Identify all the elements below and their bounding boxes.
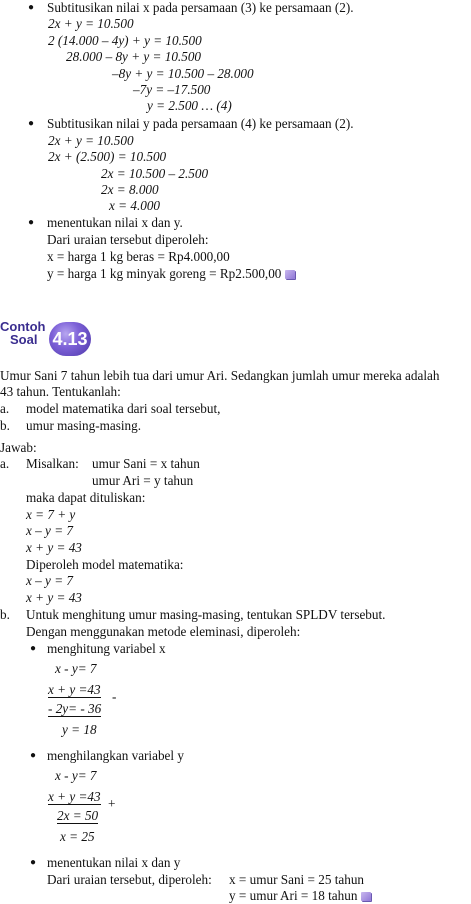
result-line bbox=[229, 888, 371, 904]
equation-line: x – y = 7 bbox=[26, 573, 73, 588]
operation-sign: - bbox=[112, 689, 117, 704]
problem-text: Umur Sani 7 tahun lebih tua dari umur Ari. Sedangkan jumlah umur mereka adalah bbox=[0, 368, 440, 383]
equation-line: –8y + y = 10.500 – 28.000 bbox=[112, 66, 254, 81]
bullet: ● bbox=[30, 643, 37, 654]
result-intro: Dari uraian tersebut, diperoleh: bbox=[47, 872, 212, 887]
answer-text: Untuk menghitung umur masing-masing, tentukan SPLDV tersebut. bbox=[26, 607, 386, 622]
equation-line: x - y= 7 bbox=[55, 661, 97, 676]
operation-sign: + bbox=[108, 796, 116, 811]
bullet: ● bbox=[28, 2, 35, 13]
equation-line: x - y= 7 bbox=[55, 768, 97, 783]
result-intro: Dari uraian tersebut diperoleh: bbox=[47, 232, 209, 247]
step-text: menentukan nilai x dan y bbox=[47, 855, 181, 870]
equation-line: x = 7 + y bbox=[26, 507, 76, 522]
equation-line: 2x + y = 10.500 bbox=[48, 16, 134, 31]
bullet: ● bbox=[28, 217, 35, 228]
answer-text: Misalkan: bbox=[26, 456, 79, 471]
answer-heading: Jawab: bbox=[0, 440, 37, 455]
end-of-example-icon bbox=[361, 892, 371, 901]
bullet: ● bbox=[30, 857, 37, 868]
step-text: Subtitusikan nilai x pada persamaan (3) ke persamaan (2). bbox=[47, 0, 354, 15]
equation-line: y = 18 bbox=[62, 722, 97, 737]
result-text: y = umur Ari = 18 tahun bbox=[229, 888, 358, 903]
list-marker: a. bbox=[0, 401, 10, 416]
step-text: menghilangkan variabel y bbox=[47, 748, 184, 763]
equation-line: x – y = 7 bbox=[26, 523, 73, 538]
bullet: ● bbox=[30, 750, 37, 761]
equation-line: x = 4.000 bbox=[109, 198, 161, 213]
answer-text: Diperoleh model matematika: bbox=[26, 557, 184, 572]
result-text: y = harga 1 kg minyak goreng = Rp2.500,00 bbox=[47, 266, 282, 281]
example-label-line1: Contoh bbox=[0, 319, 46, 334]
end-of-example-icon bbox=[285, 270, 295, 279]
underlined-equation: x + y =43 bbox=[48, 682, 101, 697]
underlined-equation: - 2y= - 36 bbox=[48, 701, 102, 716]
equation-line bbox=[48, 789, 101, 805]
equation-line: 2x + (2.500) = 10.500 bbox=[48, 149, 167, 164]
equation-line: 2x = 10.500 – 2.500 bbox=[101, 166, 209, 181]
answer-text: maka dapat dituliskan: bbox=[26, 490, 146, 505]
problem-item: model matematika dari soal tersebut, bbox=[26, 401, 221, 416]
result-line: x = harga 1 kg beras = Rp4.000,00 bbox=[47, 249, 230, 264]
step-text: Subtitusikan nilai y pada persamaan (4) ke persamaan (2). bbox=[47, 116, 354, 131]
example-label-line2: Soal bbox=[10, 332, 38, 347]
step-text: menentukan nilai x dan y. bbox=[47, 215, 183, 230]
equation-line: x + y = 43 bbox=[26, 540, 82, 555]
answer-text: Dengan menggunakan metode eleminasi, diperoleh: bbox=[26, 624, 301, 639]
result-line bbox=[47, 266, 295, 282]
example-number-badge: 4.13 bbox=[49, 322, 91, 356]
equation-line bbox=[57, 808, 98, 824]
equation-line: 2 (14.000 – 4y) + y = 10.500 bbox=[48, 33, 202, 48]
equation-line: x + y = 43 bbox=[26, 590, 82, 605]
answer-text: umur Sani = x tahun bbox=[92, 456, 200, 471]
equation-line: 28.000 – 8y + y = 10.500 bbox=[66, 49, 202, 64]
equation-line bbox=[48, 701, 101, 717]
result-line: x = umur Sani = 25 tahun bbox=[229, 872, 365, 887]
step-text: menghitung variabel x bbox=[47, 641, 166, 656]
equation-line: y = 2.500 … (4) bbox=[147, 98, 232, 113]
list-marker: b. bbox=[0, 607, 10, 622]
answer-text: umur Ari = y tahun bbox=[92, 473, 194, 488]
underlined-equation: x + y =43 bbox=[48, 789, 101, 804]
list-marker: b. bbox=[0, 418, 10, 433]
list-marker: a. bbox=[0, 456, 10, 471]
bullet: ● bbox=[28, 118, 35, 129]
problem-item: umur masing-masing. bbox=[26, 418, 142, 433]
equation-line: 2x = 8.000 bbox=[101, 182, 159, 197]
equation-line: x = 25 bbox=[60, 829, 95, 844]
underlined-equation: 2x = 50 bbox=[57, 808, 99, 823]
equation-line: 2x + y = 10.500 bbox=[48, 133, 134, 148]
equation-line bbox=[48, 682, 101, 698]
example-label bbox=[0, 320, 45, 346]
problem-text: 43 tahun. Tentukanlah: bbox=[0, 384, 121, 399]
equation-line: –7y = –17.500 bbox=[133, 82, 211, 97]
